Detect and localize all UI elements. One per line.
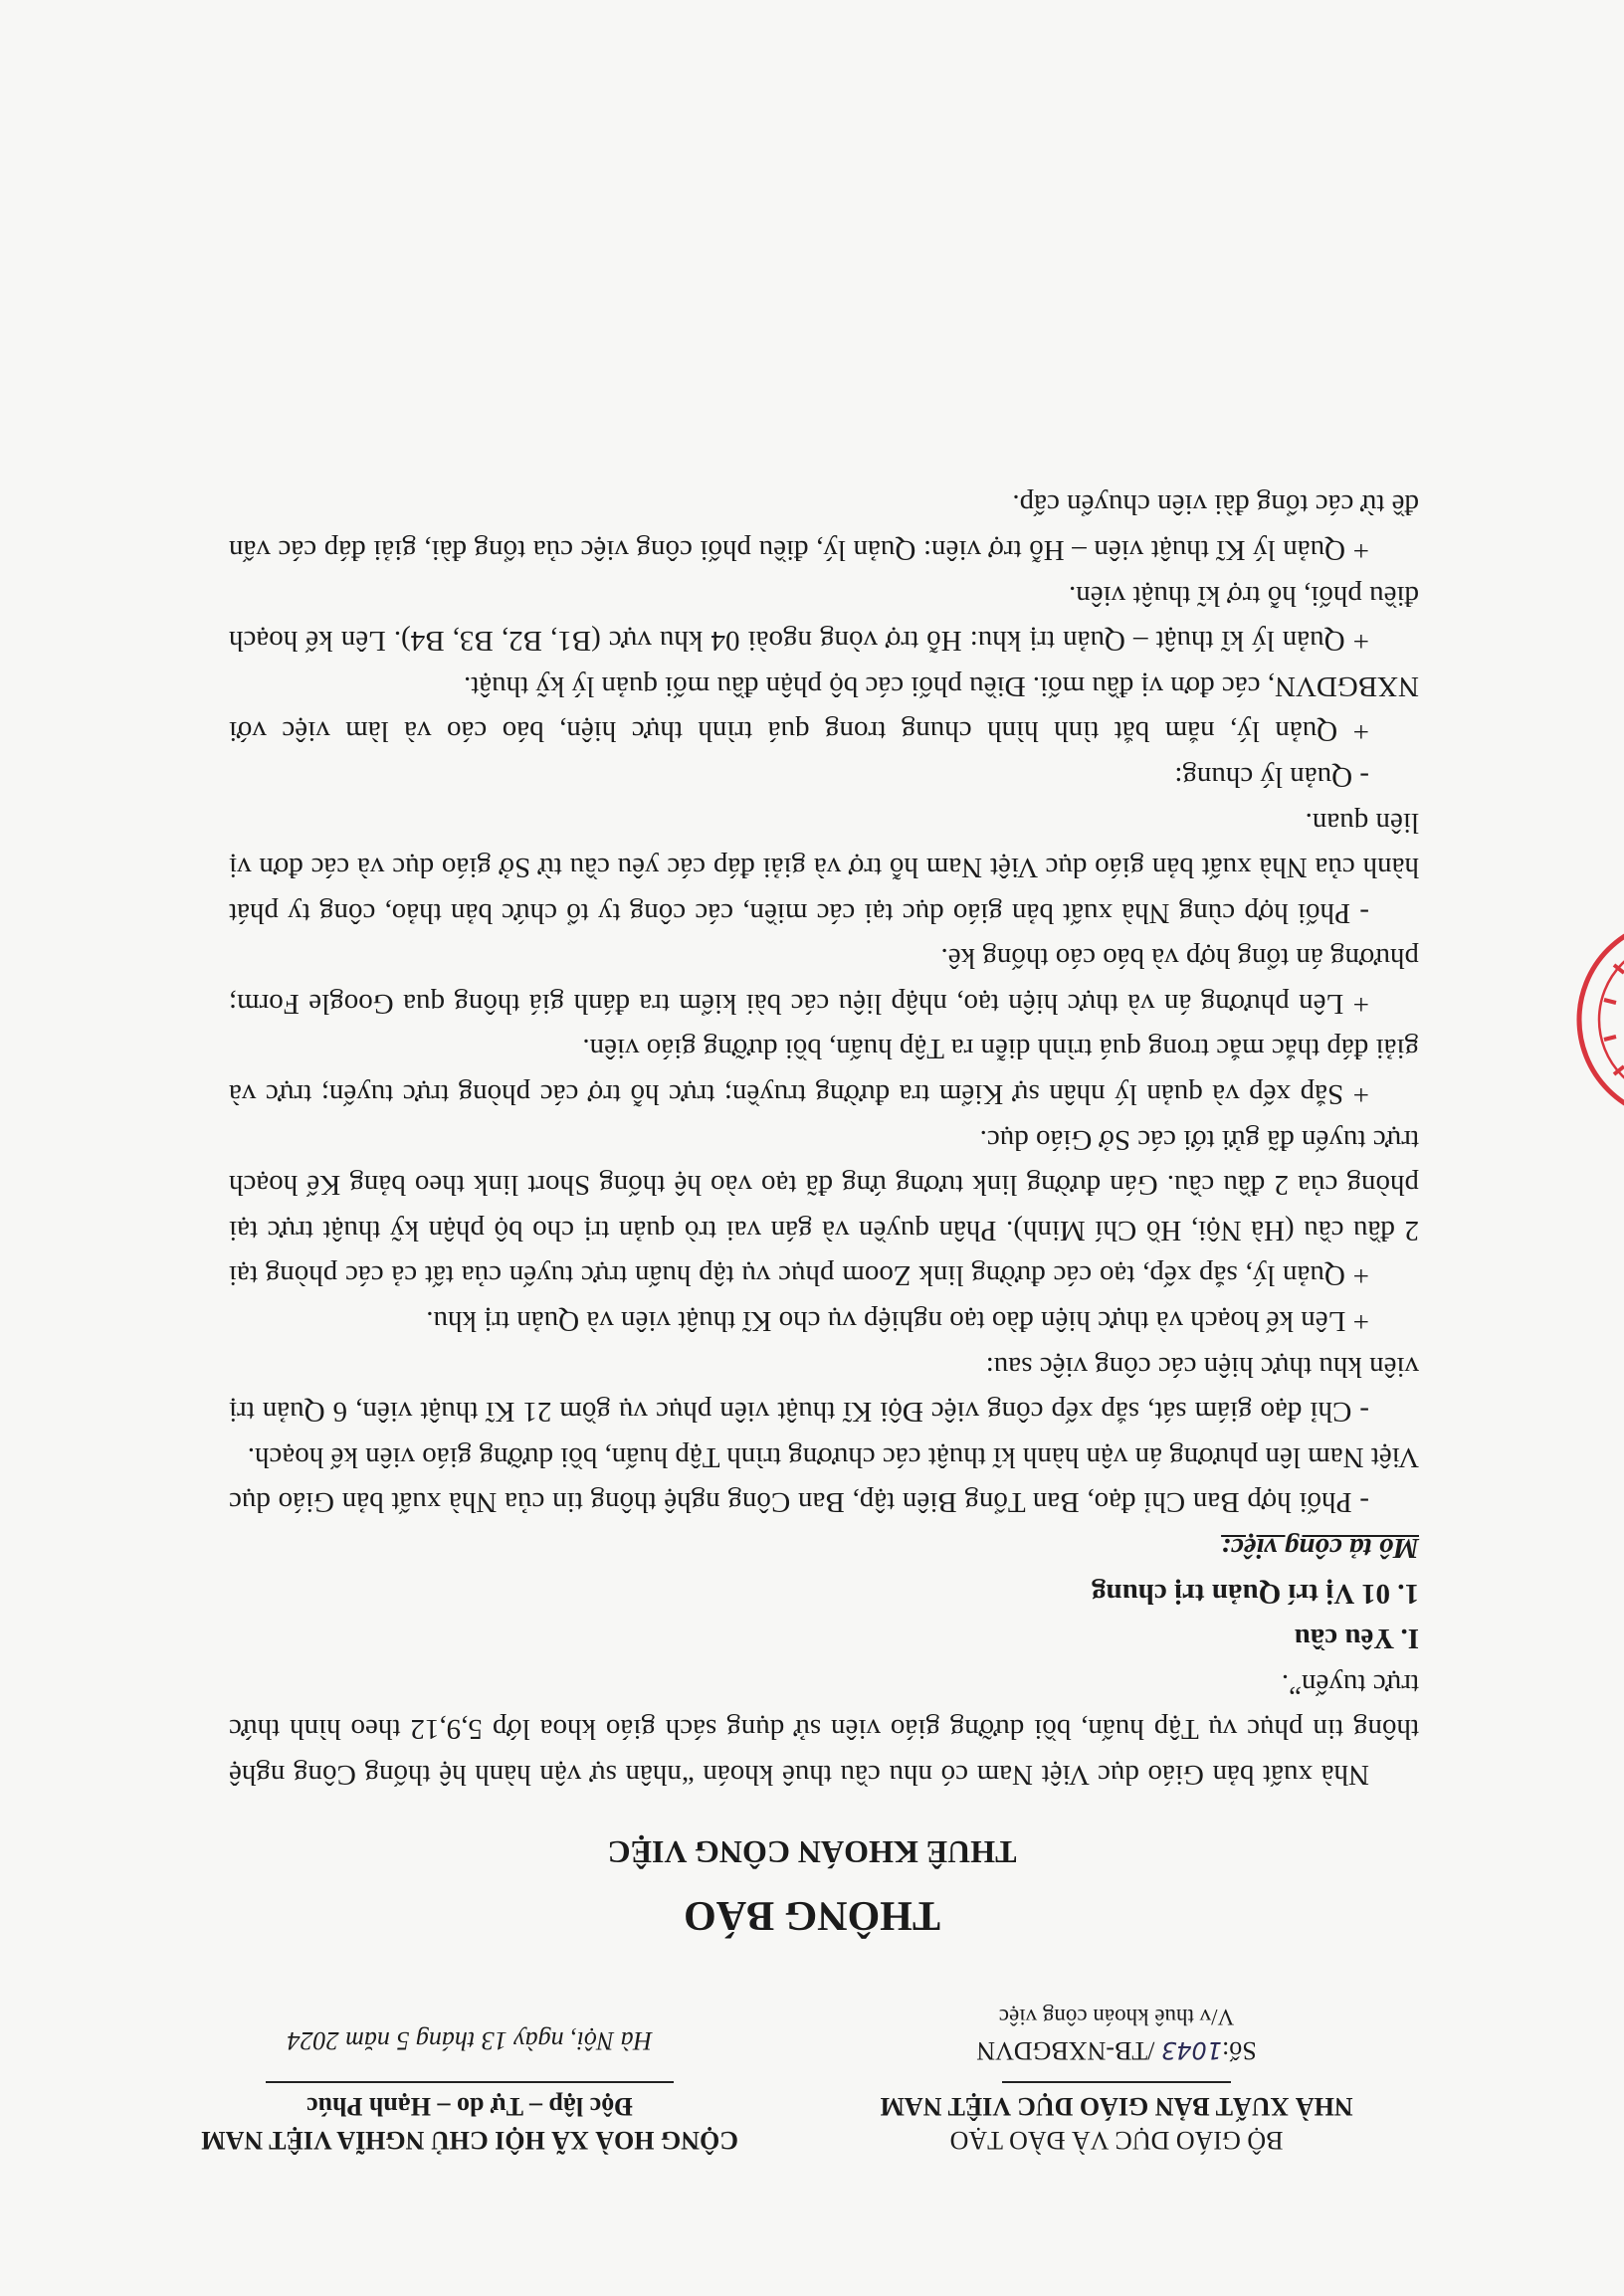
publisher-underline bbox=[1002, 2081, 1231, 2083]
issuer-header bbox=[828, 2000, 1405, 2157]
document-subject: V/v thuê khoán công việc bbox=[998, 2005, 1235, 2029]
number-prefix: Số: bbox=[1222, 2036, 1257, 2065]
issue-date: Hà Nội, ngày 13 tháng 5 năm 2024 bbox=[287, 2026, 653, 2055]
body-paragraph: + Lên kế hoạch và thực hiện đào tạo nghiệp vụ cho Kĩ thuật viên và Quản trị khu. bbox=[426, 1305, 1369, 1338]
body-paragraph: + Lên phương án và thực hiện tạo, nhập liệu các bài kiểm tra đánh giá thông qua Google Form; phương án tổng hợp và báo cáo thống kê. bbox=[229, 942, 1419, 1020]
subsection-heading: 1. 01 Vị trí Quản trị chung bbox=[1092, 1577, 1419, 1610]
body-paragraph: + Quản lý kĩ thuật – Quản trị khu: Hỗ trợ vòng ngoài 04 khu vực (B1, B2, B3, B4). Lên kế hoạch điều phối, hỗ trợ kĩ thuật viên. bbox=[229, 579, 1419, 658]
red-seal bbox=[1574, 905, 1624, 1134]
ministry-name: BỘ GIÁO DỤC VÀ ĐÀO TẠO bbox=[949, 2126, 1284, 2155]
body-paragraph: - Phối hợp Ban Chỉ đạo, Ban Tổng Biên tập, Ban Công nghệ thông tin của Nhà xuất bản Giáo dục Việt Nam lên phương án vận hành kĩ thuật các chương trình Tập huấn, bồi dưỡng giáo viên kế hoạch. bbox=[229, 1440, 1419, 1519]
document-subtitle: THUÊ KHOÁN CÔNG VIỆC bbox=[607, 1834, 1017, 1870]
motto-underline bbox=[266, 2081, 674, 2083]
body-paragraph: + Quản lý, sắp xếp, tạo các đường link Zoom phục vụ tập huấn trực tuyến của tất cả các phòng tại 2 đầu cầu (Hà Nội, Hồ Chí Minh). Phân quyền và gán vai trò quản trị cho bộ phận kỹ thuật trực tại phòng của 2 đầu cầu. Gán đường link tương ứng đã tạo vào hệ thống Short link theo bảng Kế hoạch trực tuyến đã gửi tới các Sở Giáo dục. bbox=[229, 1123, 1419, 1292]
body-paragraph: + Quản lý Kĩ thuật viên – Hỗ trợ viên: Quản lý, điều phối công việc của tổng đài, giải đáp các vấn đề từ các tổng đài viên chuyển cấp. bbox=[229, 488, 1419, 566]
job-description-text: Mô tả công việc: bbox=[1221, 1532, 1419, 1565]
handwritten-number: 1043 bbox=[1160, 2036, 1222, 2064]
body-paragraph: - Quản lý chung: bbox=[1174, 760, 1369, 793]
nation-header bbox=[111, 2023, 828, 2157]
body-paragraph: + Quản lý, nắm bắt tình hình chung trong quá trình thực hiện, báo cáo và làm việc với NXBGDVN, các đơn vị đầu mối. Điều phối các bộ phận đầu mối quản lý kỹ thuật. bbox=[229, 670, 1419, 748]
section-heading: I. Yêu cầu bbox=[1294, 1623, 1419, 1655]
document-body bbox=[229, 481, 1419, 1797]
number-suffix: /TB-NXBGDVN bbox=[976, 2036, 1161, 2065]
body-paragraph: - Phối hợp cùng Nhà xuất bản giáo dục tại các miền, các công ty tổ chức bản thảo, công ty phát hành của Nhà xuất bản giáo dục Việt Nam hỗ trợ và giải đáp các yêu cầu từ Sở giáo dục và các đơn vị liên quan. bbox=[229, 806, 1419, 929]
job-description-label bbox=[229, 1524, 1419, 1570]
body-paragraph: + Sắp xếp và quản lý nhân sự Kiểm tra đường truyền; trực hỗ trợ các phòng trực tuyến; trực và giải đáp thắc mắc trong quá trình diễn ra Tập huấn, bồi dưỡng giáo viên. bbox=[229, 1033, 1419, 1111]
intro-paragraph: Nhà xuất bản Giáo dục Việt Nam có nhu cầu thuê khoán “nhân sự vận hành hệ thống Công nghệ thông tin phục vụ Tập huấn, bồi dưỡng giáo viên sử dụng sách giáo khoa lớp 5,9,12 theo hình thức trực tuyến”. bbox=[229, 1667, 1419, 1791]
publisher-name: NHÀ XUẤT BẢN GIÁO DỤC VIỆT NAM bbox=[880, 2092, 1353, 2121]
document-title: THÔNG BÁO bbox=[684, 1892, 940, 1938]
document-number bbox=[828, 2033, 1405, 2067]
national-motto: Độc lập – Tự do – Hạnh Phúc bbox=[306, 2092, 633, 2121]
nation-name: CỘNG HOÀ XÃ HỘI CHỦ NGHĨA VIỆT NAM bbox=[200, 2126, 739, 2155]
body-paragraph: - Chỉ đạo giám sát, sắp xếp công việc Đội Kĩ thuật viên phục vụ gồm 21 Kĩ thuật viên, 6 Quản trị viên khu thực hiện các công việc sau: bbox=[229, 1350, 1419, 1429]
